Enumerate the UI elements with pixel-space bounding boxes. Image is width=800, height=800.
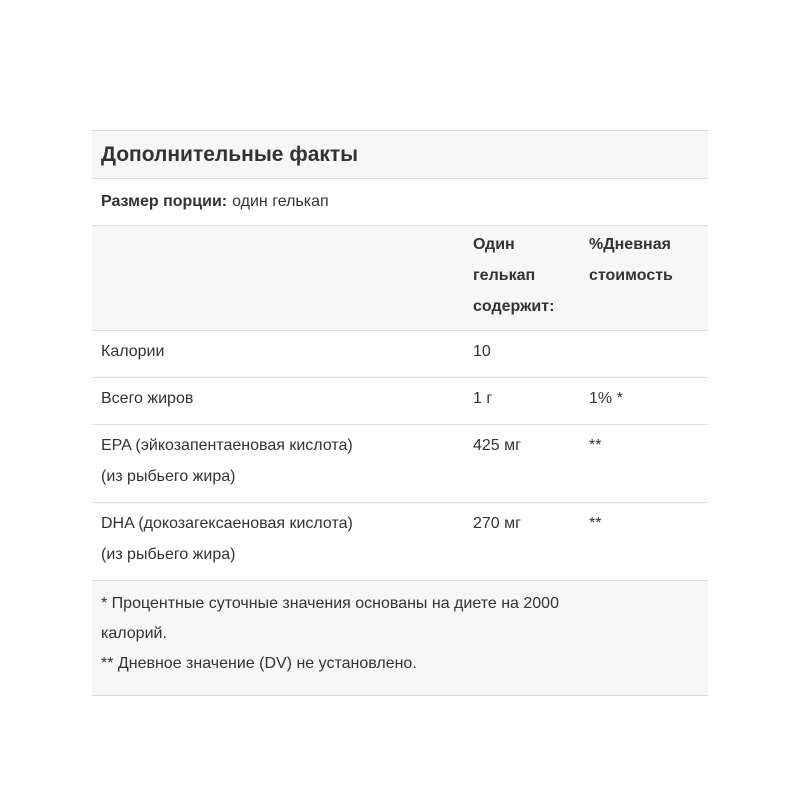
nutrient-name <box>92 425 472 502</box>
nutrient-dv: 1% * <box>589 390 623 407</box>
nutrient-source-line: (из рыбьего жира) <box>101 468 236 485</box>
header-name-cell <box>92 226 472 330</box>
footnote-dv-basis: * Процентные суточные значения основаны на диете на 2000 <box>101 595 559 612</box>
nutrient-source-line: (из рыбьего жира) <box>101 546 236 563</box>
header-dv-line: %Дневная <box>589 236 671 253</box>
title-row <box>92 131 708 179</box>
table-row <box>92 425 708 503</box>
nutrient-dv <box>583 331 708 377</box>
header-amount-line: Один <box>473 236 515 253</box>
header-dv-cell <box>583 226 708 330</box>
column-header-row <box>92 226 708 331</box>
table-title: Дополнительные факты <box>101 142 359 166</box>
nutrient-dv: ** <box>589 515 602 532</box>
table-row <box>92 378 708 425</box>
serving-size-row <box>92 179 708 226</box>
serving-size-label: Размер порции: <box>101 193 228 210</box>
footnote-dv-basis-cont: калорий. <box>101 625 167 642</box>
nutrient-amount: 270 мг <box>473 515 521 532</box>
footnote-dv-not-established: ** Дневное значение (DV) не установлено. <box>101 655 417 672</box>
footnotes <box>92 581 708 696</box>
nutrient-amount: 425 мг <box>473 437 521 454</box>
nutrient-name: Всего жиров <box>101 390 194 407</box>
nutrient-name: Калории <box>101 343 165 360</box>
serving-size-value: один гелькап <box>232 193 329 210</box>
header-amount-line: гелькап <box>473 267 536 284</box>
nutrient-name-line: DHA (докозагексаеновая кислота) <box>101 515 353 532</box>
nutrient-amount: 1 г <box>473 390 493 407</box>
table-row <box>92 503 708 581</box>
header-dv-line: стоимость <box>589 267 673 284</box>
nutrient-name <box>92 503 472 580</box>
nutrient-dv: ** <box>589 437 602 454</box>
header-amount-cell <box>472 226 583 330</box>
nutrient-amount: 10 <box>473 343 491 360</box>
nutrient-name-line: EPA (эйкозапентаеновая кислота) <box>101 437 353 454</box>
table-row <box>92 331 708 378</box>
supplement-facts-table <box>92 130 708 696</box>
header-amount-line: содержит: <box>473 298 555 315</box>
